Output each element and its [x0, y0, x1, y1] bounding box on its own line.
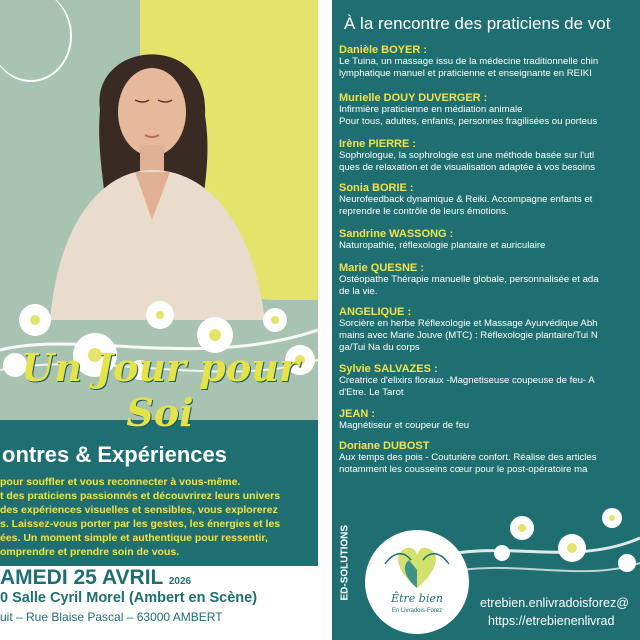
heart-hands-icon — [365, 530, 469, 594]
practitioner-entry — [339, 306, 639, 354]
practitioner-desc: notamment les cousseins cœur pour le post-opératoire ma — [339, 464, 588, 475]
practitioner-name: ANGELIQUE : — [339, 306, 412, 318]
practitioner-entry — [339, 44, 639, 80]
logo-name: Être bien — [391, 592, 443, 605]
practitioner-desc: Le Tuina, un massage issu de la médecine traditionnelle chin — [339, 56, 599, 67]
flyer-back — [332, 0, 640, 640]
practitioner-desc: Sophrologue, la sophrologie est une méthode basée sur l'utl — [339, 150, 595, 161]
practitioner-desc: ques de relaxation et de visualisation adaptée à vos besoins — [339, 162, 596, 173]
practitioner-entry — [339, 262, 639, 298]
contact-email[interactable]: etrebien.enlivradoisforez@ — [480, 596, 629, 610]
event-title: Un Jour pour Soi — [21, 345, 299, 435]
practitioner-desc: Creatrice d'elixirs floraux -Magnetiseuse coupeuse de feu- A — [339, 375, 595, 386]
practitioner-desc: Sorcière en herbe Réflexologie et Massage Ayurvédique Abh — [339, 318, 598, 329]
practitioner-desc: Infirmière praticienne en médiation animale — [339, 104, 523, 115]
publisher-label: ED-SOLUTIONS — [339, 524, 351, 601]
event-year: 2026 — [168, 576, 192, 587]
practitioner-desc: de la vie. — [339, 286, 378, 297]
event-date — [0, 566, 191, 590]
practitioner-desc: Aux temps des pois - Couturière confort. Réalise des articles — [339, 452, 597, 463]
description-line: t des praticiens passionnés et découvrirez leurs univers — [0, 490, 281, 502]
practitioner-name: Sonia BORIE : — [339, 182, 414, 194]
practitioner-entry — [339, 363, 639, 399]
practitioner-name: Sandrine WASSONG : — [339, 228, 454, 240]
website-link[interactable]: https://etrebienenlivrad — [488, 614, 615, 628]
practitioner-desc: Magnétiseur et coupeur de feu — [339, 420, 470, 431]
description-line: des expériences visuelles et sensibles, vous explorerez — [0, 504, 278, 516]
event-description — [0, 475, 312, 559]
practitioner-name: Sylvie SALVAZES : — [339, 363, 438, 375]
practitioner-entry — [339, 182, 639, 218]
event-date-text: AMEDI 25 AVRIL — [0, 566, 163, 589]
woman-illustration — [40, 20, 270, 320]
flyer-front — [0, 0, 318, 640]
practitioner-entry — [339, 228, 639, 252]
practitioner-desc: reprendre le contrôle de leurs émotions. — [339, 206, 509, 217]
practitioner-desc: lymphatique manuel et praticienne et enseignante en REIKI — [339, 68, 592, 79]
description-line: s. Laissez-vous porter par les gestes, les énergies et les — [0, 518, 281, 530]
practitioner-name: Marie QUESNE : — [339, 262, 424, 274]
practitioner-name: JEAN : — [339, 408, 376, 420]
event-venue: 0 Salle Cyril Morel (Ambert en Scène) — [0, 590, 258, 606]
practitioner-entry — [339, 138, 639, 174]
practitioner-desc: Ostéopathe Thérapie manuelle globale, personnalisée et ada — [339, 274, 599, 285]
event-info-bar — [0, 566, 318, 640]
description-line: pour souffler et vous reconnecter à vous-même. — [0, 476, 241, 488]
practitioner-name: Irène PIERRE : — [339, 138, 417, 150]
logo — [365, 530, 469, 634]
practitioner-entry — [339, 92, 639, 128]
practitioner-desc: d'Etre. Le Tarot — [339, 387, 404, 398]
practitioner-desc: Naturopathie, réflexologie plantaire et auriculaire — [339, 240, 546, 251]
description-line: ées. Un moment simple et authentique pour ressentir, — [0, 532, 268, 544]
practitioner-entry — [339, 440, 639, 476]
practitioner-desc: ga/Tui Na du corps — [339, 342, 420, 353]
practitioner-name: Murielle DOUY DUVERGER : — [339, 92, 488, 104]
practitioner-name: Doriane DUBOST — [339, 440, 430, 452]
practitioner-desc: Neurofeedback dynamique & Reiki. Accompagne enfants et — [339, 194, 593, 205]
practitioner-entry — [339, 408, 639, 432]
practitioners-heading: À la rencontre des praticiens de vot — [344, 14, 611, 33]
logo-subtitle: En Livradois-Forez — [391, 608, 443, 614]
description-line: omprendre et prendre soin de vous. — [0, 546, 180, 558]
practitioner-desc: Pour tous, adultes, enfants, personnes fragilisées ou porteus — [339, 116, 598, 127]
event-address: uit – Rue Blaise Pascal – 63000 AMBERT — [0, 610, 223, 624]
practitioner-desc: mains avec Marie Jouve (MTC) : Réflexologie plantaire/Tui N — [339, 330, 598, 341]
event-subtitle: ontres & Expériences — [2, 442, 227, 467]
practitioner-name: Danièle BOYER : — [339, 44, 428, 56]
